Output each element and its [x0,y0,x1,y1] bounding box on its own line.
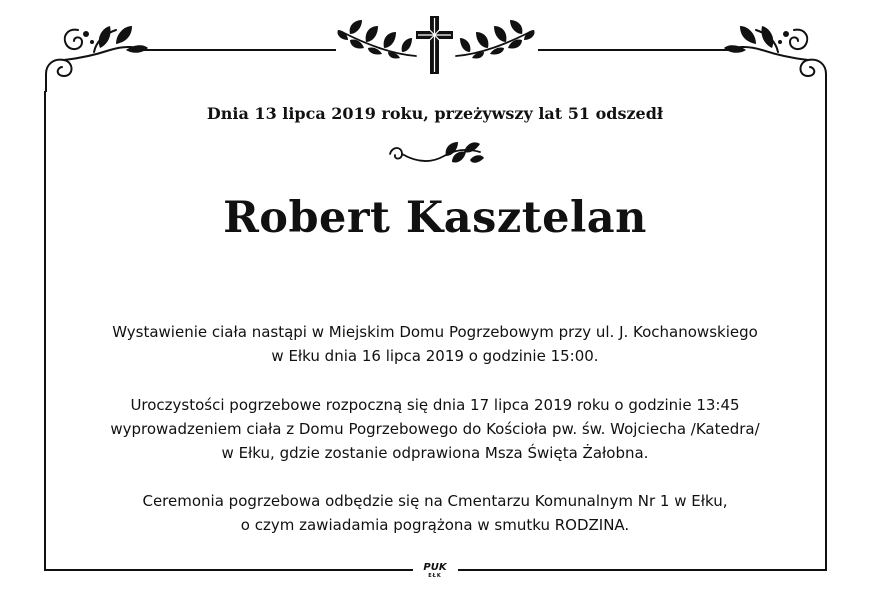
logo-sub-text: EŁK [428,573,442,579]
paragraph-line: Ceremonia pogrzebowa odbędzie się na Cmentarzu Komunalnym Nr 1 w Ełku, [142,492,728,510]
corner-flourish-icon [722,14,834,92]
paragraph-line: w Ełku dnia 16 lipca 2019 o godzinie 15:00. [271,347,599,365]
deceased-name: Robert Kasztelan [223,193,647,243]
puk-logo [416,563,454,579]
frame-bottom-left-line [44,569,413,571]
paragraph-line: w Ełku, gdzie zostanie odprawiona Msza Święta Żałobna. [221,444,649,462]
frame-top-left-line [140,49,336,51]
viewing-paragraph [0,320,870,368]
frame-bottom-right-line [458,569,827,571]
vine-divider-icon [386,140,484,172]
burial-paragraph [0,489,870,537]
paragraph-line: wyprowadzeniem ciała z Domu Pogrzebowego do Kościoła pw. św. Wojciecha /Katedra/ [110,420,760,438]
ceremony-paragraph [0,393,870,465]
paragraph-line: Wystawienie ciała nastąpi w Miejskim Domu Pogrzebowym przy ul. J. Kochanowskiego [112,323,758,341]
paragraph-line: Uroczystości pogrzebowe rozpoczną się dnia 17 lipca 2019 roku o godzinie 13:45 [130,396,740,414]
logo-main-text: PUK [423,562,447,573]
paragraph-line: o czym zawiadamia pogrążona w smutku RODZINA. [240,516,630,534]
corner-flourish-icon [38,14,150,92]
death-date-line: Dnia 13 lipca 2019 roku, przeżywszy lat 51 odszedł [206,104,664,123]
cross-with-laurel-icon [336,14,536,80]
frame-top-right-line [538,49,728,51]
